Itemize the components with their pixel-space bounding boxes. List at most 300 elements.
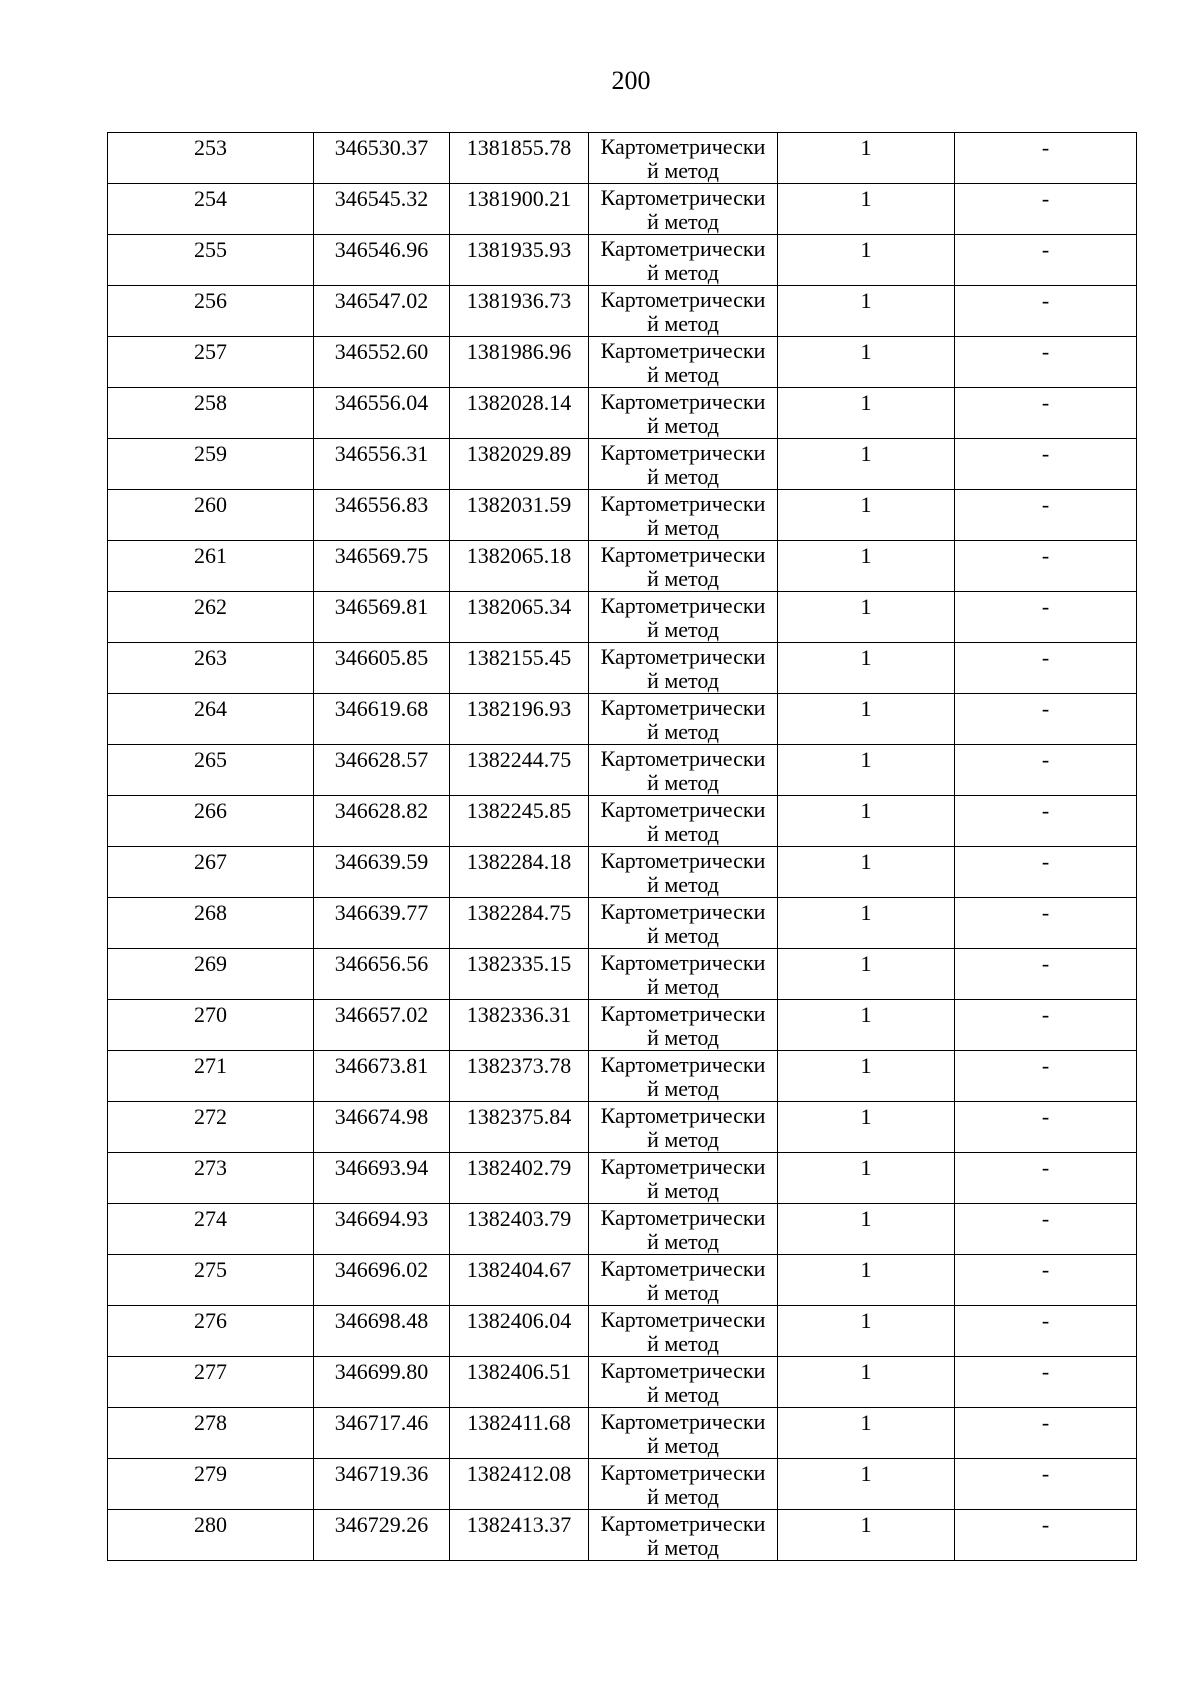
table-row	[108, 235, 1137, 286]
description-cell	[955, 286, 1137, 337]
point-number-cell	[108, 1408, 314, 1459]
method-line-1: Картометрически	[600, 185, 766, 210]
method-line-1: Картометрически	[600, 1103, 766, 1128]
accuracy-cell	[778, 592, 955, 643]
x-coordinate-cell	[314, 184, 450, 235]
method-cell	[589, 847, 778, 898]
y-coordinate-cell	[450, 337, 589, 388]
point-number: 280	[194, 1512, 227, 1537]
method-line-1: Картометрически	[600, 899, 766, 924]
coordinates-table-body	[108, 133, 1137, 1561]
point-number: 279	[194, 1461, 227, 1486]
x-coordinate: 346673.81	[334, 1053, 429, 1078]
method-cell	[589, 1255, 778, 1306]
point-number: 268	[194, 900, 227, 925]
y-coordinate-cell	[450, 1306, 589, 1357]
coordinates-table	[107, 132, 1137, 1561]
point-number: 275	[194, 1257, 227, 1282]
accuracy-value: 1	[860, 237, 872, 262]
y-coordinate: 1382031.59	[466, 492, 572, 517]
method-cell	[589, 1459, 778, 1510]
method-line-2: й метод	[647, 311, 719, 336]
table-row	[108, 388, 1137, 439]
method-line-2: й метод	[647, 1382, 719, 1407]
y-coordinate-cell	[450, 235, 589, 286]
x-coordinate: 346656.56	[334, 951, 429, 976]
description-value: -	[1041, 339, 1050, 364]
description-value: -	[1041, 1410, 1050, 1435]
point-number-cell	[108, 694, 314, 745]
method-line-1: Картометрически	[600, 644, 766, 669]
description-cell	[955, 1255, 1137, 1306]
point-number: 253	[194, 135, 227, 160]
description-value: -	[1041, 1359, 1050, 1384]
accuracy-value: 1	[860, 747, 872, 772]
table-row	[108, 1510, 1137, 1561]
point-number-cell	[108, 949, 314, 1000]
y-coordinate: 1382028.14	[466, 390, 572, 415]
point-number-cell	[108, 1000, 314, 1051]
accuracy-cell	[778, 1459, 955, 1510]
point-number: 269	[194, 951, 227, 976]
point-number-cell	[108, 286, 314, 337]
method-line-1: Картометрически	[600, 1409, 766, 1434]
x-coordinate-cell	[314, 1255, 450, 1306]
description-cell	[955, 541, 1137, 592]
accuracy-cell	[778, 490, 955, 541]
method-line-2: й метод	[647, 260, 719, 285]
table-row	[108, 1357, 1137, 1408]
method-line-2: й метод	[647, 1484, 719, 1509]
y-coordinate: 1382245.85	[466, 798, 572, 823]
y-coordinate-cell	[450, 847, 589, 898]
description-cell	[955, 745, 1137, 796]
description-cell	[955, 694, 1137, 745]
x-coordinate: 346619.68	[334, 696, 429, 721]
description-cell	[955, 643, 1137, 694]
method-line-2: й метод	[647, 1535, 719, 1560]
method-line-2: й метод	[647, 719, 719, 744]
accuracy-cell	[778, 847, 955, 898]
description-value: -	[1041, 1461, 1050, 1486]
accuracy-cell	[778, 541, 955, 592]
point-number: 273	[194, 1155, 227, 1180]
y-coordinate-cell	[450, 898, 589, 949]
description-value: -	[1041, 237, 1050, 262]
description-value: -	[1041, 798, 1050, 823]
table-row	[108, 694, 1137, 745]
accuracy-value: 1	[860, 1206, 872, 1231]
accuracy-value: 1	[860, 951, 872, 976]
accuracy-cell	[778, 1357, 955, 1408]
method-line-2: й метод	[647, 1331, 719, 1356]
x-coordinate-cell	[314, 1204, 450, 1255]
description-value: -	[1041, 1257, 1050, 1282]
accuracy-value: 1	[860, 1257, 872, 1282]
x-coordinate: 346639.59	[334, 849, 429, 874]
x-coordinate-cell	[314, 643, 450, 694]
point-number: 262	[194, 594, 227, 619]
y-coordinate: 1382404.67	[466, 1257, 572, 1282]
x-coordinate: 346530.37	[334, 135, 429, 160]
accuracy-cell	[778, 133, 955, 184]
description-cell	[955, 1051, 1137, 1102]
method-cell	[589, 898, 778, 949]
y-coordinate-cell	[450, 1102, 589, 1153]
y-coordinate-cell	[450, 694, 589, 745]
method-cell	[589, 286, 778, 337]
point-number: 254	[194, 186, 227, 211]
method-cell	[589, 388, 778, 439]
point-number: 263	[194, 645, 227, 670]
method-cell	[589, 1000, 778, 1051]
accuracy-value: 1	[860, 1461, 872, 1486]
accuracy-cell	[778, 949, 955, 1000]
y-coordinate: 1382284.18	[466, 849, 572, 874]
x-coordinate: 346628.82	[334, 798, 429, 823]
x-coordinate-cell	[314, 286, 450, 337]
point-number-cell	[108, 1255, 314, 1306]
x-coordinate-cell	[314, 796, 450, 847]
method-line-1: Картометрически	[600, 1052, 766, 1077]
table-row	[108, 133, 1137, 184]
method-line-1: Картометрически	[600, 746, 766, 771]
accuracy-cell	[778, 796, 955, 847]
method-line-1: Картометрически	[600, 1154, 766, 1179]
x-coordinate-cell	[314, 1408, 450, 1459]
description-value: -	[1041, 186, 1050, 211]
table-row	[108, 1408, 1137, 1459]
description-value: -	[1041, 951, 1050, 976]
accuracy-value: 1	[860, 441, 872, 466]
table-row	[108, 1306, 1137, 1357]
y-coordinate: 1382284.75	[466, 900, 572, 925]
method-cell	[589, 439, 778, 490]
x-coordinate-cell	[314, 592, 450, 643]
accuracy-value: 1	[860, 492, 872, 517]
accuracy-cell	[778, 439, 955, 490]
y-coordinate: 1382196.93	[466, 696, 572, 721]
accuracy-value: 1	[860, 288, 872, 313]
point-number-cell	[108, 1051, 314, 1102]
x-coordinate-cell	[314, 235, 450, 286]
x-coordinate: 346552.60	[334, 339, 429, 364]
accuracy-cell	[778, 745, 955, 796]
x-coordinate-cell	[314, 1510, 450, 1561]
point-number: 261	[194, 543, 227, 568]
method-line-1: Картометрически	[600, 338, 766, 363]
description-value: -	[1041, 390, 1050, 415]
point-number: 272	[194, 1104, 227, 1129]
y-coordinate: 1381935.93	[466, 237, 572, 262]
accuracy-value: 1	[860, 339, 872, 364]
y-coordinate-cell	[450, 592, 589, 643]
accuracy-value: 1	[860, 1155, 872, 1180]
method-line-1: Картометрически	[600, 1511, 766, 1536]
accuracy-cell	[778, 1510, 955, 1561]
y-coordinate: 1382375.84	[466, 1104, 572, 1129]
x-coordinate: 346694.93	[334, 1206, 429, 1231]
method-line-2: й метод	[647, 872, 719, 897]
description-value: -	[1041, 1512, 1050, 1537]
accuracy-value: 1	[860, 594, 872, 619]
method-line-1: Картометрически	[600, 1001, 766, 1026]
accuracy-cell	[778, 1051, 955, 1102]
y-coordinate: 1381900.21	[466, 186, 572, 211]
description-value: -	[1041, 1053, 1050, 1078]
accuracy-cell	[778, 388, 955, 439]
y-coordinate: 1382065.34	[466, 594, 572, 619]
method-line-1: Картометрически	[600, 797, 766, 822]
method-cell	[589, 592, 778, 643]
point-number: 257	[194, 339, 227, 364]
table-row	[108, 898, 1137, 949]
point-number-cell	[108, 1102, 314, 1153]
description-value: -	[1041, 135, 1050, 160]
y-coordinate-cell	[450, 388, 589, 439]
accuracy-cell	[778, 1255, 955, 1306]
point-number-cell	[108, 541, 314, 592]
x-coordinate: 346569.75	[334, 543, 429, 568]
x-coordinate: 346729.26	[334, 1512, 429, 1537]
table-row	[108, 439, 1137, 490]
description-cell	[955, 796, 1137, 847]
y-coordinate-cell	[450, 1204, 589, 1255]
point-number-cell	[108, 1510, 314, 1561]
method-line-2: й метод	[647, 209, 719, 234]
x-coordinate-cell	[314, 694, 450, 745]
point-number: 270	[194, 1002, 227, 1027]
method-cell	[589, 490, 778, 541]
description-cell	[955, 1459, 1137, 1510]
x-coordinate-cell	[314, 1306, 450, 1357]
accuracy-value: 1	[860, 1410, 872, 1435]
method-line-1: Картометрически	[600, 1358, 766, 1383]
y-coordinate: 1382373.78	[466, 1053, 572, 1078]
x-coordinate-cell	[314, 1051, 450, 1102]
method-line-2: й метод	[647, 515, 719, 540]
method-line-1: Картометрически	[600, 236, 766, 261]
y-coordinate-cell	[450, 541, 589, 592]
y-coordinate: 1382336.31	[466, 1002, 572, 1027]
point-number-cell	[108, 745, 314, 796]
accuracy-value: 1	[860, 543, 872, 568]
y-coordinate: 1382155.45	[466, 645, 572, 670]
method-line-2: й метод	[647, 1178, 719, 1203]
x-coordinate: 346556.83	[334, 492, 429, 517]
table-row	[108, 490, 1137, 541]
description-cell	[955, 592, 1137, 643]
point-number-cell	[108, 1459, 314, 1510]
method-line-2: й метод	[647, 1076, 719, 1101]
point-number: 276	[194, 1308, 227, 1333]
accuracy-value: 1	[860, 696, 872, 721]
accuracy-value: 1	[860, 1104, 872, 1129]
point-number-cell	[108, 439, 314, 490]
method-line-2: й метод	[647, 1433, 719, 1458]
point-number-cell	[108, 235, 314, 286]
table-row	[108, 1000, 1137, 1051]
accuracy-cell	[778, 286, 955, 337]
table-row	[108, 745, 1137, 796]
y-coordinate-cell	[450, 286, 589, 337]
method-line-2: й метод	[647, 668, 719, 693]
method-line-2: й метод	[647, 770, 719, 795]
accuracy-value: 1	[860, 798, 872, 823]
y-coordinate-cell	[450, 133, 589, 184]
y-coordinate-cell	[450, 796, 589, 847]
y-coordinate: 1382406.51	[466, 1359, 572, 1384]
x-coordinate-cell	[314, 439, 450, 490]
x-coordinate: 346545.32	[334, 186, 429, 211]
x-coordinate-cell	[314, 1459, 450, 1510]
description-value: -	[1041, 441, 1050, 466]
description-cell	[955, 439, 1137, 490]
y-coordinate-cell	[450, 1000, 589, 1051]
method-cell	[589, 184, 778, 235]
x-coordinate-cell	[314, 388, 450, 439]
x-coordinate: 346674.98	[334, 1104, 429, 1129]
method-line-2: й метод	[647, 1229, 719, 1254]
description-cell	[955, 949, 1137, 1000]
method-line-2: й метод	[647, 566, 719, 591]
x-coordinate-cell	[314, 1102, 450, 1153]
y-coordinate: 1382029.89	[466, 441, 572, 466]
point-number: 271	[194, 1053, 227, 1078]
table-row	[108, 1255, 1137, 1306]
x-coordinate: 346657.02	[334, 1002, 429, 1027]
y-coordinate-cell	[450, 439, 589, 490]
x-coordinate: 346546.96	[334, 237, 429, 262]
accuracy-value: 1	[860, 849, 872, 874]
y-coordinate: 1381986.96	[466, 339, 572, 364]
y-coordinate: 1381936.73	[466, 288, 572, 313]
method-line-2: й метод	[647, 1127, 719, 1152]
description-cell	[955, 388, 1137, 439]
method-line-1: Картометрически	[600, 491, 766, 516]
description-cell	[955, 184, 1137, 235]
description-value: -	[1041, 645, 1050, 670]
y-coordinate: 1382065.18	[466, 543, 572, 568]
description-value: -	[1041, 1002, 1050, 1027]
accuracy-cell	[778, 184, 955, 235]
method-cell	[589, 1102, 778, 1153]
description-cell	[955, 1357, 1137, 1408]
accuracy-cell	[778, 1204, 955, 1255]
description-value: -	[1041, 492, 1050, 517]
method-cell	[589, 337, 778, 388]
point-number-cell	[108, 1204, 314, 1255]
table-row	[108, 184, 1137, 235]
accuracy-value: 1	[860, 900, 872, 925]
description-cell	[955, 133, 1137, 184]
point-number-cell	[108, 847, 314, 898]
x-coordinate-cell	[314, 847, 450, 898]
description-cell	[955, 337, 1137, 388]
point-number-cell	[108, 898, 314, 949]
accuracy-value: 1	[860, 390, 872, 415]
point-number-cell	[108, 1306, 314, 1357]
point-number-cell	[108, 388, 314, 439]
accuracy-value: 1	[860, 135, 872, 160]
x-coordinate: 346699.80	[334, 1359, 429, 1384]
method-line-1: Картометрически	[600, 440, 766, 465]
description-cell	[955, 1204, 1137, 1255]
page-number: 200	[611, 66, 651, 95]
table-row	[108, 1459, 1137, 1510]
x-coordinate-cell	[314, 949, 450, 1000]
method-line-2: й метод	[647, 464, 719, 489]
method-line-1: Картометрически	[600, 389, 766, 414]
x-coordinate: 346696.02	[334, 1257, 429, 1282]
method-line-1: Картометрически	[600, 848, 766, 873]
x-coordinate: 346698.48	[334, 1308, 429, 1333]
y-coordinate: 1382411.68	[467, 1410, 571, 1435]
point-number: 265	[194, 747, 227, 772]
point-number-cell	[108, 490, 314, 541]
x-coordinate: 346639.77	[334, 900, 429, 925]
method-line-1: Картометрически	[600, 1205, 766, 1230]
y-coordinate-cell	[450, 745, 589, 796]
table-row	[108, 592, 1137, 643]
description-value: -	[1041, 747, 1050, 772]
y-coordinate-cell	[450, 1357, 589, 1408]
table-row	[108, 1204, 1137, 1255]
x-coordinate: 346569.81	[334, 594, 429, 619]
description-cell	[955, 1408, 1137, 1459]
method-cell	[589, 796, 778, 847]
x-coordinate-cell	[314, 1357, 450, 1408]
description-cell	[955, 1306, 1137, 1357]
description-cell	[955, 1510, 1137, 1561]
x-coordinate-cell	[314, 490, 450, 541]
y-coordinate-cell	[450, 490, 589, 541]
point-number: 260	[194, 492, 227, 517]
table-row	[108, 1051, 1137, 1102]
y-coordinate: 1382402.79	[466, 1155, 572, 1180]
method-line-1: Картометрически	[600, 1307, 766, 1332]
method-line-2: й метод	[647, 413, 719, 438]
table-row	[108, 337, 1137, 388]
description-value: -	[1041, 543, 1050, 568]
table-row	[108, 1153, 1137, 1204]
method-cell	[589, 643, 778, 694]
x-coordinate: 346556.31	[334, 441, 429, 466]
accuracy-cell	[778, 1153, 955, 1204]
point-number-cell	[108, 1357, 314, 1408]
description-value: -	[1041, 900, 1050, 925]
table-row	[108, 1102, 1137, 1153]
accuracy-cell	[778, 643, 955, 694]
point-number: 266	[194, 798, 227, 823]
table-row	[108, 847, 1137, 898]
method-cell	[589, 133, 778, 184]
x-coordinate-cell	[314, 898, 450, 949]
method-cell	[589, 235, 778, 286]
accuracy-value: 1	[860, 186, 872, 211]
description-value: -	[1041, 594, 1050, 619]
point-number-cell	[108, 643, 314, 694]
y-coordinate-cell	[450, 1459, 589, 1510]
accuracy-value: 1	[860, 1308, 872, 1333]
point-number-cell	[108, 184, 314, 235]
y-coordinate-cell	[450, 1408, 589, 1459]
x-coordinate: 346693.94	[334, 1155, 429, 1180]
method-cell	[589, 949, 778, 1000]
description-cell	[955, 1153, 1137, 1204]
accuracy-value: 1	[860, 1053, 872, 1078]
point-number-cell	[108, 337, 314, 388]
